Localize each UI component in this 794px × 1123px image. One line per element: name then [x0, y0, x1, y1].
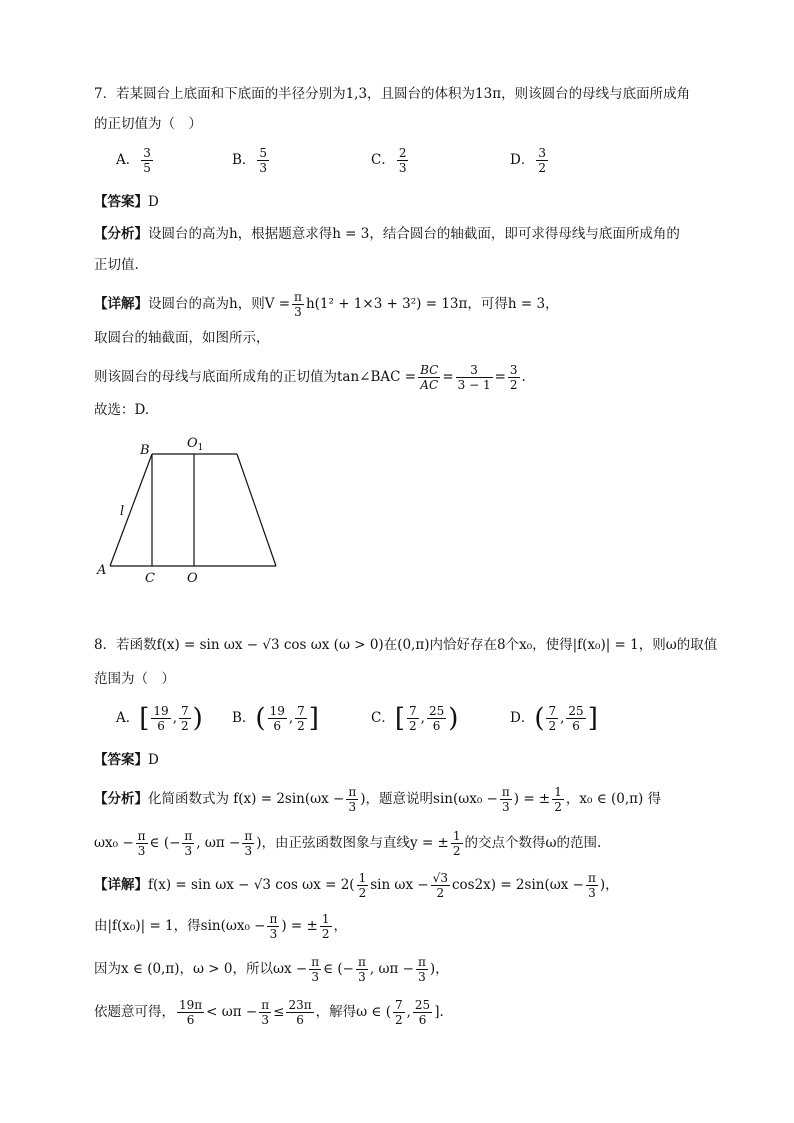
- label-O: O: [187, 571, 198, 586]
- label-O1: $O_1$: [187, 436, 204, 453]
- answer-value: D: [148, 752, 159, 768]
- q7-option-a[interactable]: A． $\frac{3}{5}$: [116, 146, 151, 175]
- q7-analysis-line1: 【分析】设圆台的高为h，根据题意求得h = 3，结合圆台的轴截面，即可求得母线与底面所成角的: [94, 226, 680, 242]
- analysis-tag: 【分析】: [94, 226, 148, 242]
- label-l: l: [120, 504, 125, 519]
- q8-detail-line2: 由|f(x₀)| = 1，得sin(ωx₀ − $\frac{\pi}{3}$ ) = ± $\frac{1}{2}$ ，: [94, 912, 347, 941]
- detail-tag: 【详解】: [94, 877, 148, 893]
- label-A: A: [97, 563, 107, 578]
- answer-value: D: [148, 194, 159, 210]
- answer-tag: 【答案】: [94, 194, 148, 210]
- q7-option-b-value: $\frac{5}{3}$: [259, 146, 268, 175]
- q8-option-c[interactable]: C．[ $\frac{7}{2}$ , $\frac{25}{6}$ ): [371, 703, 459, 734]
- q8-option-d[interactable]: D．( $\frac{7}{2}$ , $\frac{25}{6}$ ]: [510, 703, 598, 734]
- q7-option-c[interactable]: C． $\frac{2}{3}$: [371, 146, 407, 175]
- analysis-tag: 【分析】: [94, 791, 148, 807]
- q8-detail-line1: 【详解】f(x) = sin ωx − √3 cos ωx = 2( $\frac{1}{2}$ sin ωx − $\frac{√3}{2}$ cos2x) = 2sin(ωx − $\frac{\pi}{3}$ )，: [94, 871, 619, 900]
- q7-choose: 故选：D.: [94, 402, 150, 418]
- label-C: C: [145, 571, 155, 586]
- q7-answer: [94, 192, 159, 212]
- q8-option-b[interactable]: B．( $\frac{19}{6}$ , $\frac{7}{2}$ ]: [232, 703, 319, 734]
- q7-stem-line2: 的正切值为（ ）: [94, 116, 202, 132]
- q8-analysis-line2: ωx₀ − $\frac{\pi}{3}$ ∈ (− $\frac{\pi}{3}$ , ωπ − $\frac{\pi}{3}$ )，由正弦函数图象与直线y = ± $\frac{1}{2}$ 的交点个数得ω的范围.: [94, 829, 602, 858]
- q7-analysis-line2: 正切值.: [94, 257, 139, 273]
- q8-detail-line3: 因为x ∈ (0,π)，ω > 0，所以ωx − $\frac{\pi}{3}$ ∈ (− $\frac{\pi}{3}$ , ωπ − $\frac{\pi}{3}$ )，: [94, 955, 449, 984]
- q7-detail-line2: 取圆台的轴截面，如图所示，: [94, 330, 270, 346]
- q7-detail-line3: 则该圆台的母线与底面所成角的正切值为tan∠BAC = $\frac{BC}{AC}$ = $\frac{3}{3 - 1}$ = $\frac{3}{2}$ .: [94, 363, 526, 392]
- q8-analysis-line1: 【分析】化简函数式为 f(x) = 2sin(ωx − $\frac{\pi}{3}$ )，题意说明sin(ωx₀ − $\frac{\pi}{3}$ ) = ± $\frac{1}{2}$ ，x₀ ∈ (0,π) 得: [94, 785, 662, 814]
- label-B: B: [140, 443, 150, 458]
- q7-detail-line1: 【详解】设圆台的高为h，则V = $\frac{\pi}{3}$ h(1² + 1×3 + 3²) = 13π，可得h = 3，: [94, 290, 559, 319]
- trapezoid-figure: [90, 430, 290, 590]
- q7-option-d[interactable]: D． $\frac{3}{2}$: [510, 146, 546, 175]
- slant-line-right: [237, 454, 276, 566]
- q7-option-c-value: $\frac{2}{3}$: [398, 146, 407, 175]
- slant-line-AB: [110, 454, 152, 566]
- q8-answer: [94, 750, 159, 770]
- q7-option-d-value: $\frac{3}{2}$: [538, 146, 546, 175]
- q8-stem-line2: 范围为（ ）: [94, 671, 175, 687]
- q7-stem-line1: 7．若某圆台上底面和下底面的半径分别为1,3，且圆台的体积为13π，则该圆台的母线与底面所成角: [94, 86, 691, 102]
- q7-option-b[interactable]: B． $\frac{5}{3}$: [232, 146, 268, 175]
- q7-option-a-value: $\frac{3}{5}$: [143, 146, 151, 175]
- q8-stem-line1: 8．若函数f(x) = sin ωx − √3 cos ωx (ω > 0)在(0,π)内恰好存在8个x₀，使得|f(x₀)| = 1，则ω的取值: [94, 637, 718, 653]
- q8-option-a[interactable]: A．[ $\frac{19}{6}$ , $\frac{7}{2}$ ): [116, 703, 203, 734]
- answer-tag: 【答案】: [94, 752, 148, 768]
- q8-detail-line4: 依题意可得， $\frac{19\pi}{6}$ < ωπ − $\frac{\pi}{3}$ ≤ $\frac{23\pi}{6}$ ，解得ω ∈ ( $\frac{7}{2}$ , $\frac{25}{6}$ ].: [94, 998, 444, 1027]
- detail-tag: 【详解】: [94, 296, 148, 312]
